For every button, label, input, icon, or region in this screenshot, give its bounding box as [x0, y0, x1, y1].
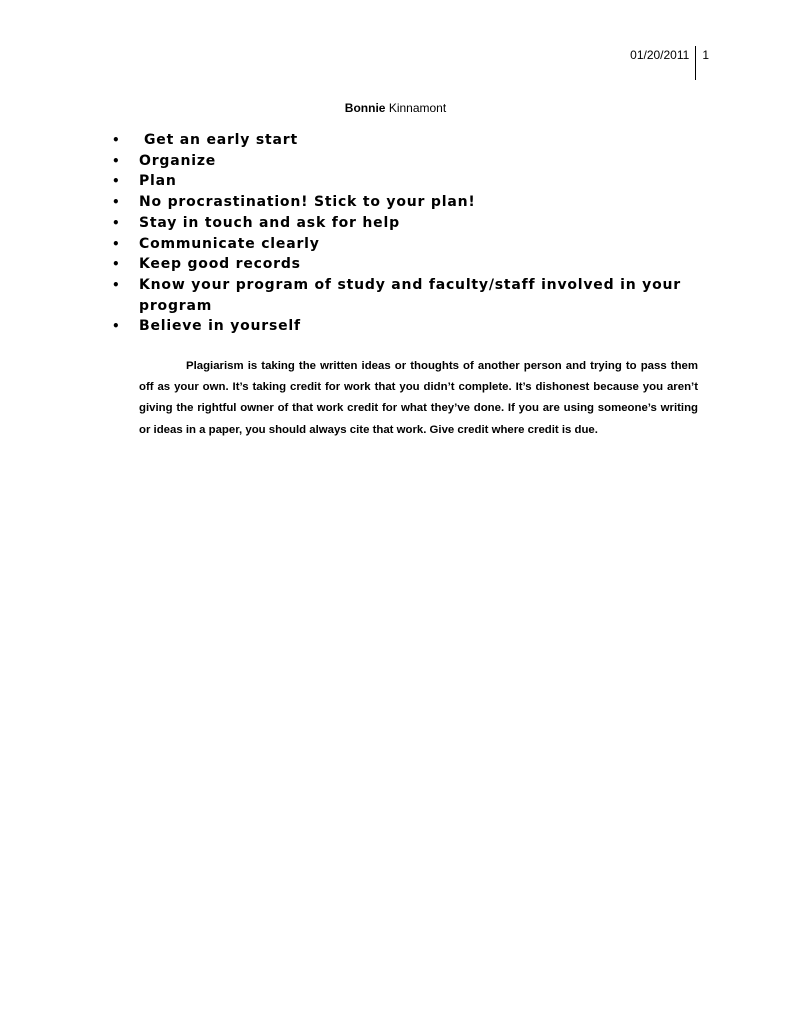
list-item-text: Know your program of study and faculty/staff involved in your program — [139, 276, 681, 314]
bullet-icon: • — [112, 153, 121, 168]
list-item-text: No procrastination! Stick to your plan! — [139, 194, 476, 211]
plagiarism-paragraph: Plagiarism is taking the written ideas or thoughts of another person and trying to pass them off as your own. It’s taking credit for work that you didn’t complete. It’s dishonest because you aren’t giving the rightful owner of that work credit for what they’ve done. If you are using someone’s writing or ideas in a paper, you should always cite that work. Give credit where credit is due. — [139, 360, 698, 436]
list-item-text: Keep good records — [139, 256, 301, 273]
bullet-icon: • — [112, 257, 121, 272]
header-divider — [695, 46, 696, 80]
bullet-icon: • — [112, 133, 121, 147]
bullet-icon: • — [112, 215, 121, 230]
list-item — [112, 171, 682, 192]
list-item-text: Get an early start — [144, 132, 298, 148]
list-item — [112, 316, 682, 337]
list-item-text: Organize — [139, 152, 217, 169]
list-item — [112, 192, 682, 213]
list-item — [112, 275, 682, 316]
bullet-icon: • — [112, 236, 121, 251]
page-number: 1 — [702, 48, 709, 62]
bullet-icon: • — [112, 319, 121, 334]
list-item — [112, 234, 682, 255]
list-item — [112, 254, 682, 275]
list-item-text: Plan — [139, 173, 177, 190]
list-item-text: Stay in touch and ask for help — [139, 214, 400, 231]
list-item-text: Believe in yourself — [139, 318, 301, 335]
list-item — [112, 213, 682, 234]
bullet-icon: • — [112, 174, 121, 189]
bullet-icon: • — [112, 195, 121, 210]
author-line — [0, 100, 791, 116]
header-date: 01/20/2011 — [630, 48, 690, 62]
author-last-name: Kinnamont — [388, 101, 447, 115]
tips-list — [112, 130, 682, 337]
author-first-name: Bonnie — [344, 101, 386, 115]
bullet-icon: • — [112, 277, 121, 292]
page-header — [630, 46, 709, 80]
list-item — [112, 130, 682, 151]
list-item-text: Communicate clearly — [139, 235, 320, 252]
list-item — [112, 151, 682, 172]
